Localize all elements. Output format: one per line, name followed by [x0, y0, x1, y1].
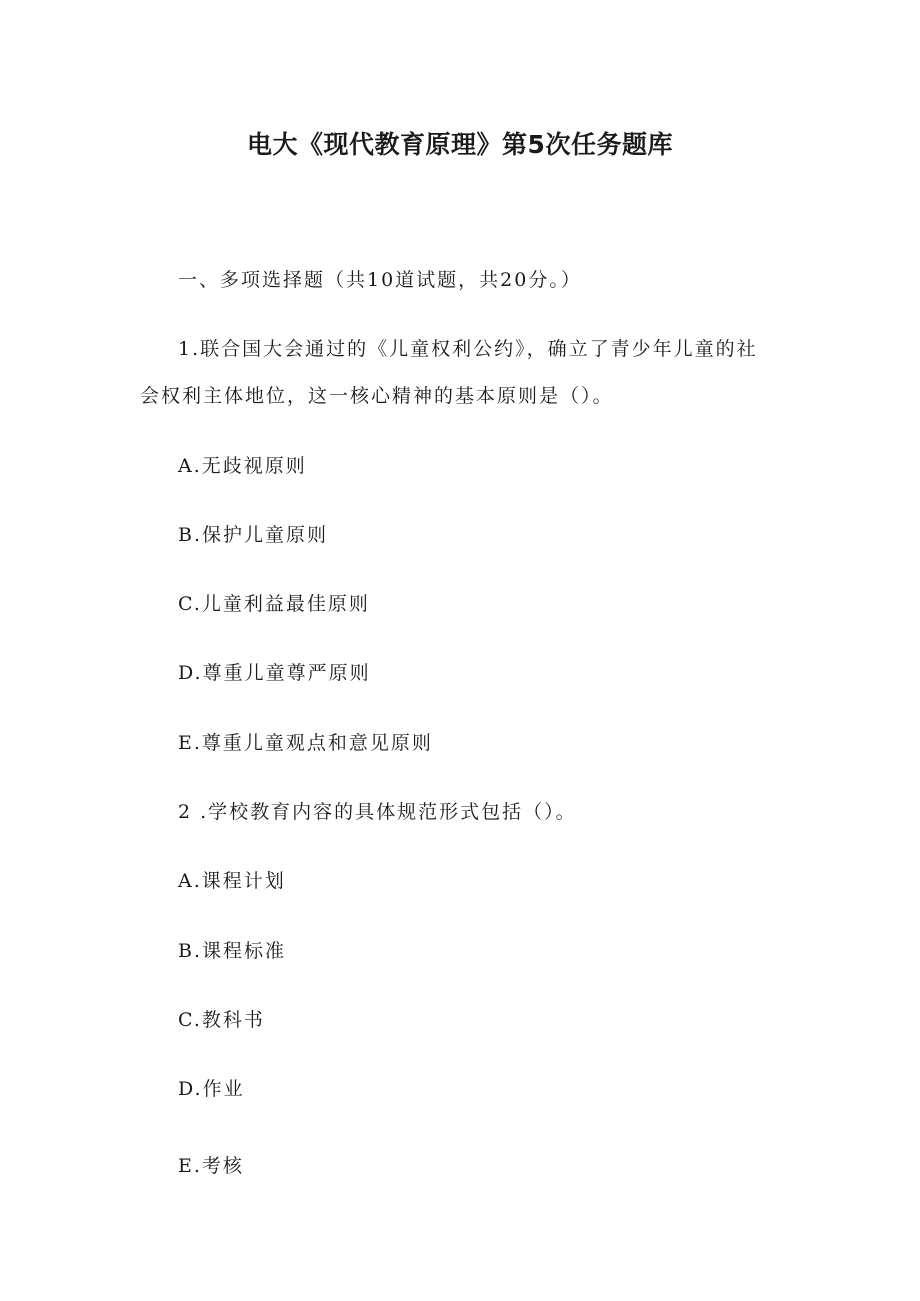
question-1-stem-line-2: 会权利主体地位，这一核心精神的基本原则是（）。 — [140, 385, 614, 407]
question-1-option-b: B.保护儿童原则 — [178, 524, 329, 546]
question-2-option-e: E.考核 — [178, 1155, 244, 1177]
question-1-option-c: C.儿童利益最佳原则 — [178, 593, 370, 615]
document-title: 电大《现代教育原理》第5次任务题库 — [247, 130, 673, 159]
question-1-stem-line-1: 1.联合国大会通过的《儿童权利公约》，确立了青少年儿童的社 — [178, 338, 758, 360]
question-2-option-d: D.作业 — [178, 1078, 245, 1100]
section-heading: 一、多项选择题（共10道试题，共20分。） — [178, 269, 582, 291]
question-1-option-e: E.尊重儿童观点和意见原则 — [178, 732, 433, 754]
question-2-option-b: B.课程标准 — [178, 940, 287, 962]
question-2-option-a: A.课程计划 — [178, 870, 286, 892]
question-2-option-c: C.教科书 — [178, 1009, 265, 1031]
question-1-option-d: D.尊重儿童尊严原则 — [178, 662, 371, 684]
question-1-option-a: A.无歧视原则 — [178, 455, 307, 477]
question-2-stem: 2 .学校教育内容的具体规范形式包括（）。 — [178, 801, 577, 823]
